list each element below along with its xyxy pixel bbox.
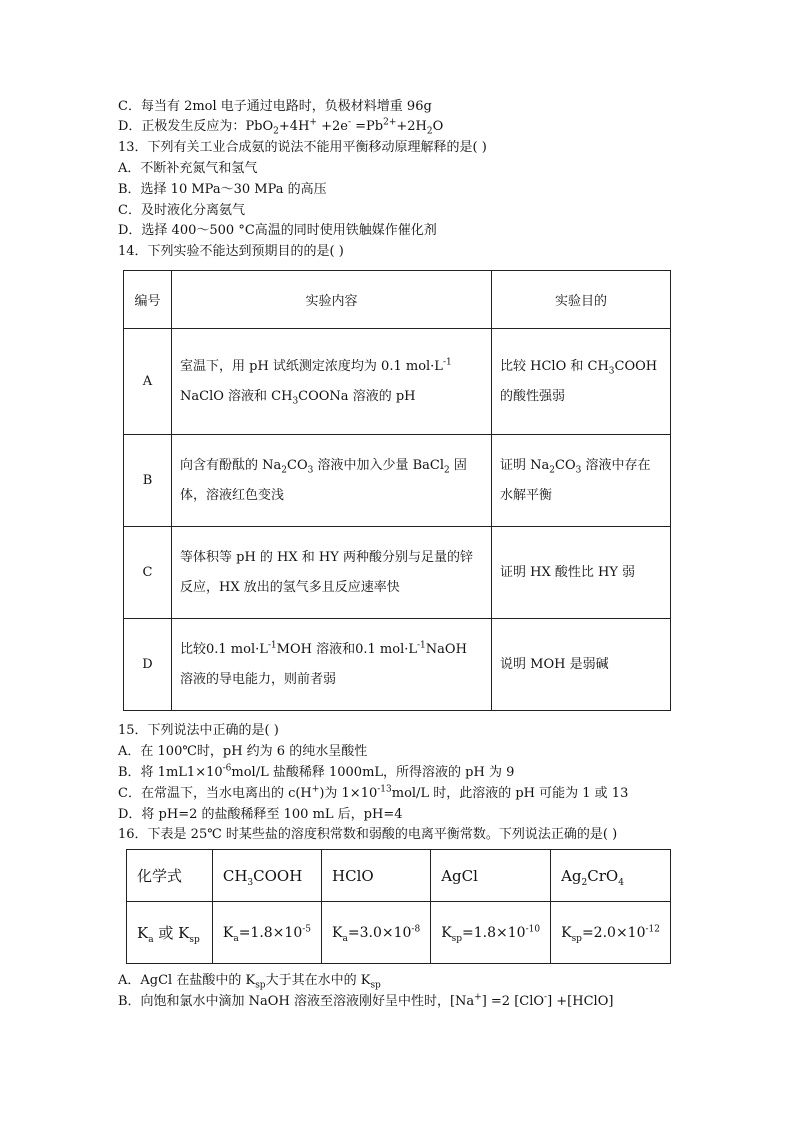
row-id: C [124,527,172,619]
q16-option-b: B．向饱和氯水中滴加 NaOH 溶液至溶液刚好呈中性时，[Na+] =2 [ClO-] +[HClO] [118,992,614,1009]
q13-option-b: B．选择 10 MPa～30 MPa 的高压 [118,182,327,197]
row-purpose: 比较 HClO 和 $CH_3COOH$ 的酸性强弱 [492,329,671,435]
table-row [127,902,671,964]
header-ch3cooh: $CH_3COOH$ [212,850,321,902]
ksp-agcl: $K_{sp}=1.8\times 10^{-10}$ [431,902,551,964]
ka-hclo: $K_a=3.0\times 10^{-8}$ [322,902,431,964]
q15-option-b: B．将 $1mL1\times 10^{-6}mol/L$ 盐酸稀释 1000mL，所得溶液的 pH 为 9 [118,763,515,780]
table-row [124,329,671,435]
q16-stem: 16．下表是 25℃ 时某些盐的溶度积常数和弱酸的电离平衡常数。下列说法正确的是( ) [118,827,618,842]
row-content: 比较0.1 $mol\cdot L^{-1}MOH$ 溶液和0.1 $mol\cdot L^{-1}NaOH$ 溶液的导电能力，则前者弱 [172,619,492,711]
header-agcl: AgCl [431,850,551,902]
q16-table [126,849,671,964]
row-purpose: 说明 MOH 是弱碱 [492,619,671,711]
table-header-row [124,271,671,329]
q13-option-c: C．及时液化分离氨气 [118,203,245,218]
q14-table [123,270,671,711]
header-content: 实验内容 [172,271,492,329]
header-purpose: 实验目的 [492,271,671,329]
q15-option-d: D．将 pH=2 的盐酸稀释至 100 mL 后，pH=4 [118,807,403,822]
row-content: 等体积等 pH 的 HX 和 HY 两种酸分别与足量的锌反应，HX 放出的氢气多且反应速率快 [172,527,492,619]
row-content: 向含有酚酞的 $Na_2CO_3$ 溶液中加入少量 BaCl$_2$ 固 体，溶液红色变浅 [172,435,492,527]
table-header-row [127,850,671,902]
row-label: $K_a$ 或 $K_{sp}$ [127,902,213,964]
table-row [124,527,671,619]
q16-option-a: A．AgCl 在盐酸中的 $K_{sp}$大于其在水中的 $K_{sp}$ [118,973,381,991]
table-row [124,435,671,527]
q13-option-a: A．不断补充氮气和氢气 [118,161,258,176]
q12-option-c: C．每当有 2mol 电子通过电路时，负极材料增重 96g [118,99,432,114]
row-purpose: 证明 $Na_2CO_3$ 溶液中存在 水解平衡 [492,435,671,527]
table-row [124,619,671,711]
row-id: A [124,329,172,435]
q13-stem: 13．下列有关工业合成氨的说法不能用平衡移动原理解释的是( ) [118,140,487,155]
header-id: 编号 [124,271,172,329]
row-id: D [124,619,172,711]
row-id: B [124,435,172,527]
q15-stem: 15．下列说法中正确的是( ) [118,723,279,738]
q15-option-c: C．在常温下，当水电离出的 c(H+)为 $1\times 10^{-13}mol/L$ 时，此溶液的 pH 可能为 1 或 13 [118,784,629,801]
row-content: 室温下，用 pH 试纸测定浓度均为 0.1 $mol\cdot L^{-1}$ NaClO 溶液和 $CH_3COONa$ 溶液的 pH [172,329,492,435]
ka-ch3cooh: $K_a=1.8\times 10^{-5}$ [212,902,321,964]
header-ag2cro4: $Ag_2CrO_4$ [551,850,671,902]
q12-option-d: D．正极发生反应为：$PbO_2+4H^+ +2e^- =Pb^{2+}+2H_2O$ [118,117,444,137]
q14-stem: 14．下列实验不能达到预期目的的是( ) [118,244,344,259]
q13-option-d: D．选择 400～500 °C高温的同时使用铁触媒作催化剂 [118,223,437,238]
header-hclo: HClO [322,850,431,902]
q15-option-a: A．在 100℃时，pH 约为 6 的纯水呈酸性 [118,744,368,759]
row-purpose: 证明 HX 酸性比 HY 弱 [492,527,671,619]
ksp-ag2cro4: $K_{sp}=2.0\times 10^{-12}$ [551,902,671,964]
header-formula-label: 化学式 [127,850,213,902]
